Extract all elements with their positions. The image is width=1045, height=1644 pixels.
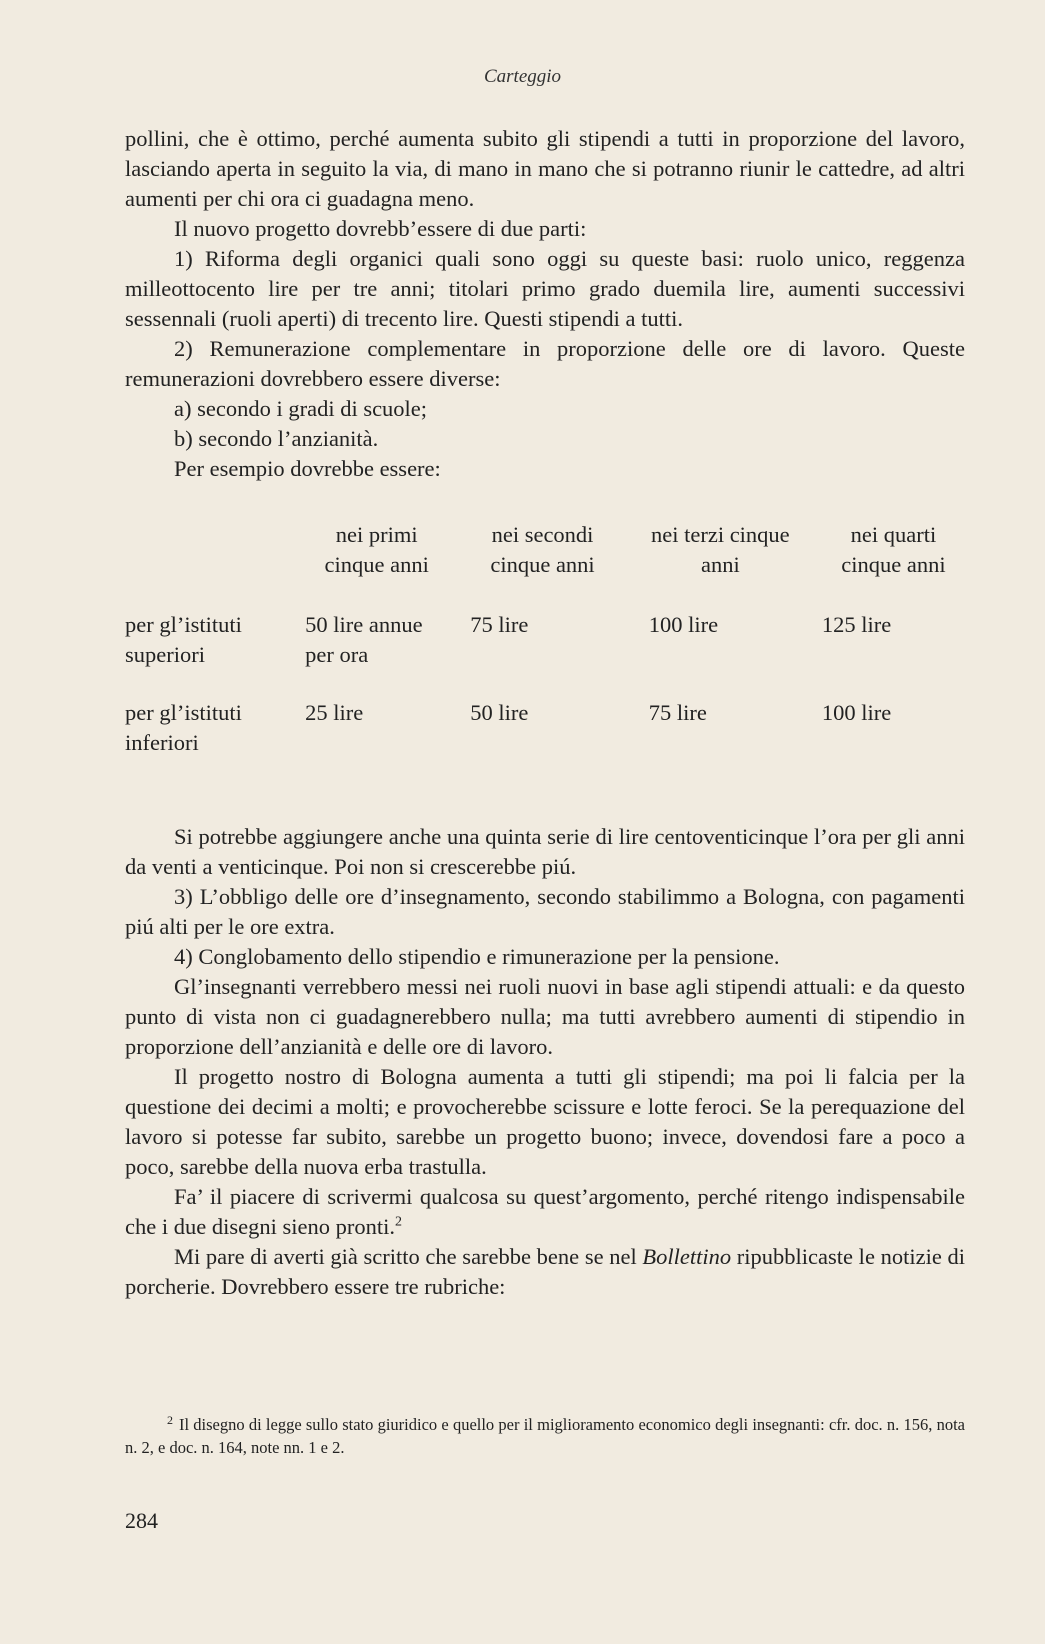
table-row-label: per gl’istituti superiori bbox=[125, 612, 242, 667]
table-row bbox=[125, 610, 965, 698]
running-head: Carteggio bbox=[483, 66, 562, 87]
paragraph-fifth-series: Si potrebbe aggiungere anche una quinta serie di lire centoventicinque l’ora per gli anni da venti a venticinque. Poi non si crescerebbe piú. bbox=[125, 824, 965, 879]
paragraph-bollettino-end: ripubblicaste le notizie di porcherie. Dovrebbero essere tre rubriche: bbox=[125, 1244, 965, 1299]
table-header-cell: nei terzi cinque anni bbox=[650, 522, 790, 577]
paragraph-point-2: 2) Remunerazione complementare in proporzione delle ore di lavoro. Queste remunerazioni dovrebbero essere diverse: bbox=[125, 336, 965, 391]
paragraph-new-project: Il nuovo progetto dovrebb’essere di due parti: bbox=[174, 216, 587, 241]
salary-table bbox=[125, 520, 965, 786]
table-cell: 100 lire bbox=[648, 612, 719, 637]
paragraph-bologna-project: Il progetto nostro di Bologna aumenta a tutti gli stipendi; ma poi li falcia per la questione dei decimi a molti; e provocherebbe scissure e lotte feroci. Se la perequazione del lavoro si potesse far subito, sarebbe un progetto buono; invece, dovendosi fare a poco a poco, sarebbe della nuova erba trastulla. bbox=[125, 1064, 965, 1179]
table-header-row bbox=[125, 520, 965, 610]
paragraph-point-1: 1) Riforma degli organici quali sono oggi su queste basi: ruolo unico, reggenza milleottocento lire per tre anni; titolari primo grado duemila lire, aumenti successivi sessennali (ruoli aperti) di trecento lire. Questi stipendi a tutti. bbox=[125, 246, 965, 331]
paragraph-bollettino bbox=[125, 1242, 965, 1302]
paragraph-point-3: 3) L’obbligo delle ore d’insegnamento, secondo stabilimmo a Bologna, con pagamenti piú alti per le ore extra. bbox=[125, 884, 965, 939]
table-cell: 75 lire bbox=[648, 700, 707, 725]
table-cell: 25 lire bbox=[305, 700, 364, 725]
paragraph-teachers: Gl’insegnanti verrebbero messi nei ruoli nuovi in base agli stipendi attuali: e da questo punto di vista non ci guadagnerebbero nulla; ma tutti avrebbero aumenti di stipendio in proporzione dell’anzianità e delle ore di lavoro. bbox=[125, 974, 965, 1059]
list-item-a: a) secondo i gradi di scuole; bbox=[174, 396, 428, 421]
paragraph-continuation: pollini, che è ottimo, perché aumenta subito gli stipendi a tutti in proporzione del lavoro, lasciando aperta in seguito la via, di mano in mano che si potranno riunir le cattedre, ad altri aumenti per chi ora ci guadagna meno. bbox=[125, 126, 965, 211]
table-cell: 100 lire bbox=[821, 700, 892, 725]
footnote bbox=[125, 1413, 965, 1459]
paragraph-example: Per esempio dovrebbe essere: bbox=[174, 456, 441, 481]
table-cell: 50 lire bbox=[470, 700, 529, 725]
table-header-cell: nei quarti cinque anni bbox=[841, 522, 946, 577]
table-cell: 125 lire bbox=[821, 612, 892, 637]
footnote-text: Il disegno di legge sullo stato giuridico e quello per il miglioramento economico degli insegnanti: cfr. doc. n. 156, nota n. 2, e doc. n. 164, note nn. 1 e 2. bbox=[125, 1415, 965, 1457]
paragraph-pronti-text: Fa’ il piacere di scrivermi qualcosa su quest’argomento, perché ritengo indispensabile che i due disegni sieno pronti. bbox=[125, 1184, 965, 1239]
table-cell: 75 lire bbox=[470, 612, 529, 637]
paragraph-point-4: 4) Conglobamento dello stipendio e rimunerazione per la pensione. bbox=[174, 944, 780, 969]
table-header-cell: nei secondi cinque anni bbox=[490, 522, 595, 577]
table-header-cell: nei primi cinque anni bbox=[324, 522, 429, 577]
table-header-empty bbox=[125, 520, 305, 610]
table-row-label: per gl’istituti inferiori bbox=[125, 700, 242, 755]
footnote-paragraph bbox=[125, 1413, 965, 1459]
footnote-number: 2 bbox=[167, 1412, 173, 1427]
table-row bbox=[125, 698, 965, 786]
list-item-b: b) secondo l’anzianità. bbox=[174, 426, 379, 451]
paragraph-bollettino-start: Mi pare di averti già scritto che sarebbe bene se nel bbox=[174, 1244, 643, 1269]
journal-title: Bollettino bbox=[642, 1244, 732, 1269]
table-cell: 50 lire annue per ora bbox=[305, 612, 423, 667]
paragraph-pronti bbox=[125, 1182, 965, 1242]
page-number: 284 bbox=[125, 1508, 158, 1533]
body-text bbox=[125, 124, 965, 1302]
footnote-reference: 2 bbox=[394, 1214, 402, 1230]
